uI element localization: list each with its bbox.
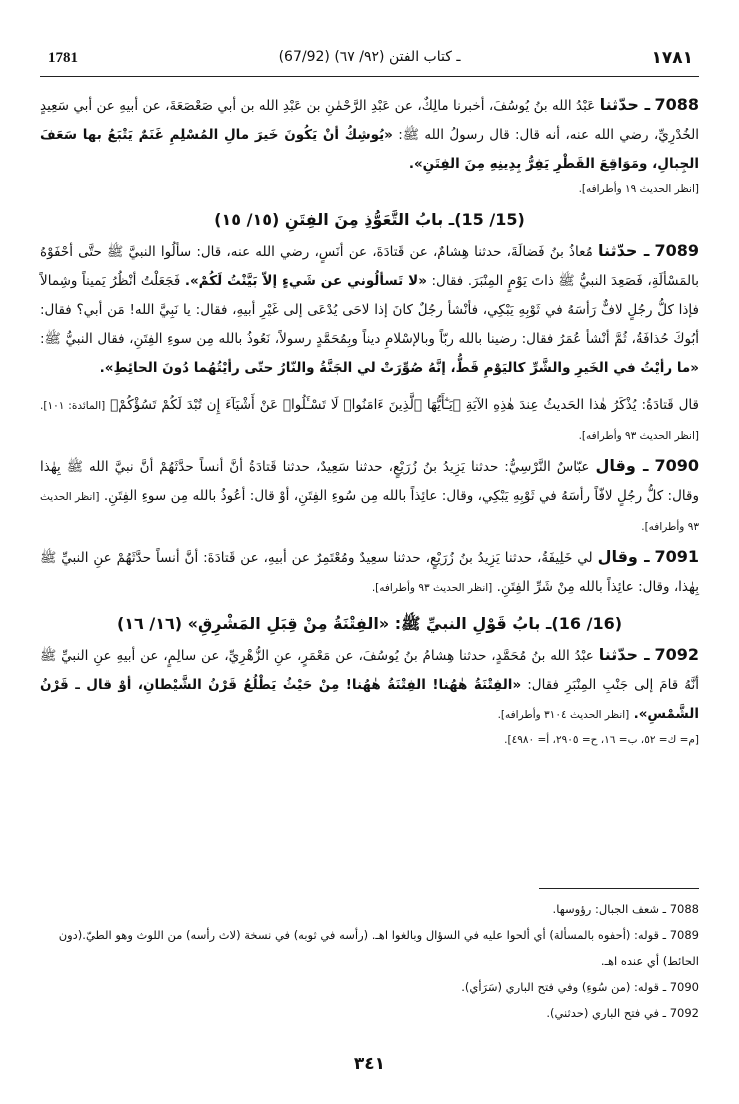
page-header bbox=[40, 44, 699, 77]
hadith-number: 7089 bbox=[654, 241, 699, 260]
hadith-narrative: فَجَعَلْتُ أنْظُرُ يَميناً وشِمالاً فإذا كلُّ رجُلٍ لافٌّ رَأسَهُ في ثَوْبِهِ يَبْكِي، فأنْشأ رجُلٌ كانَ إذا لاحَى يُدْعَى إلى غَيْرِ أبيهِ، فقال: يا نَبِيَّ الله! مَن أبي؟ فقال: أبُوكَ حُذافَةُ، ثُمَّ أنْشأ عُمَرُ فقال: رضينا بالله ربّاً وبالإسْلامِ ديناً وبِمُحَمَّدٍ رسولاً، نَعُوذُ بالله مِن سوءِ الفِتَنِ، فقال النبيُّ ﷺ: bbox=[40, 273, 699, 347]
chapter-title-15: (15/ 15)ـ بابُ التَّعَوُّذِ مِنَ الفِتَنِ (١٥/ ١٥) bbox=[214, 210, 525, 229]
hadith-body-2: «ما رأيْتُ في الخَيرِ والشَّرِّ كاليَوْمِ قَطُّ، إنَّهُ صُوِّرَتْ لي الجَنَّةُ والنّارُ حتّى رأيْتُهُما دُونَ الحائِطِ». bbox=[99, 360, 699, 376]
hadith-number: 7091 bbox=[654, 547, 699, 566]
hadith-lead: ـ وقال bbox=[597, 547, 650, 566]
footnote-7092: 7092 ـ في فتح الباري (حدثني). bbox=[546, 1006, 699, 1020]
hadith-body: «يُوشِكُ أنْ يَكُونَ خَيرَ مالِ المُسْلِمِ غَنَمٌ يَتْبَعُ بها سَعَفَ الجِبالِ، ومَوَاقِعَ القَطْرِ يَفِرُّ بِدِينِهِ مِنَ الفِتَنِ». bbox=[40, 127, 699, 172]
footnote-7090: 7090 ـ قوله: (من سُوءِ) وفي فتح الباري (سَرَأي). bbox=[461, 980, 699, 994]
hadith-7092 bbox=[40, 640, 699, 750]
hadith-lead: ـ حدّثنا bbox=[598, 645, 650, 664]
footnote-divider bbox=[539, 888, 699, 889]
hadith-chain: مُعاذُ بنُ فَضالَةَ، حدثنا هِشامٌ، عن قَتادَةَ، عن أنَسٍ، رضي الله عنه، قال: سألُوا النبيَّ ﷺ حتَّى أحْفَوْهُ بالمَسْألَةِ، فَصَعِدَ النبيُّ ﷺ ذاتَ يَوْمٍ المِنْبَرَ. فقال: bbox=[40, 244, 699, 289]
hadith-chain: عبْدُ الله بنُ مُحَمَّدٍ، حدثنا هِشامُ بنُ يُوسُفَ، عن مَعْمَرٍ، عنِ الزُّهْرِيِّ، عن سالِمٍ، عن أبيهِ عنِ النبيِّ ﷺ أنَّهُ قامَ إلى جَنْبِ المِنْبَرِ فقال: bbox=[40, 648, 700, 693]
hadith-body: «لا تَسألُوني عن شَيءٍ إلاّ بَيَّنْتُ لَكُمْ». bbox=[184, 273, 427, 289]
page-number-arabic: ١٧٨١ bbox=[651, 48, 693, 68]
hadith-reference: [انظر الحديث ٩٣ وأطرافه]. bbox=[371, 582, 493, 594]
hadith-lead: ـ حدّثنا bbox=[598, 241, 650, 260]
hadith-number: 7092 bbox=[654, 645, 700, 664]
hadith-7090 bbox=[40, 451, 699, 542]
running-title: (67/92) ـ كتاب الفتن (٩٢/ ٦٧) bbox=[278, 49, 461, 65]
hadith-chain: عَبْدُ الله بنُ يُوسُفَ، أخبرنا مالِكٌ، عن عَبْدِ الرَّحْمٰنِ بن عَبْدِ الله بن أبي صَعْصَعَةَ، عن أبيهِ عن أبي سَعِيدٍ الخُدْرِيِّ، رضي الله عنه، أنه قال: قال رسولُ الله ﷺ: bbox=[40, 98, 699, 143]
hadith-lead: ـ حدّثنا bbox=[599, 95, 651, 114]
hadith-chain: عبّاسٌ النَّرْسِيُّ: حدثنا يَزِيدُ بنُ زُرَيْعٍ، حدثنا سَعِيدٌ، حدثنا قَتادَةُ أنَّ أنساً حدَّثَهُمْ أنَّ نبيَّ الله ﷺ بِهٰذا وقال: كلُّ رجُلٍ لافّاً رأسَهُ في ثَوْبِهِ يَبْكِي، وقال: عائِذاً بالله مِن سُوءِ الفِتَنِ، أوْ قال: أعُوذُ بالله مِن سوءِ الفِتَنِ. bbox=[40, 459, 699, 504]
main-text bbox=[40, 90, 699, 750]
quote-reference: [المائدة: ١٠١]. [انظر الحديث ٩٣ وأطرافه]. bbox=[40, 400, 699, 442]
hadith-reference: [انظر الحديث ١٩ وأطرافه]. bbox=[578, 183, 699, 195]
hadith-lead: ـ وقال bbox=[595, 456, 649, 475]
footnote-7088: 7088 ـ شعف الجبال: رؤوسها. bbox=[552, 902, 699, 916]
hadith-7088 bbox=[40, 90, 699, 199]
hadith-reference: [انظر الحديث ٩٣ وأطرافه]. bbox=[40, 491, 699, 533]
footnotes bbox=[40, 896, 699, 1026]
hadith-body: «الفِتْنَةُ هٰهُنا! الفِتْنَةُ هٰهُنا! مِنْ حَيْثُ يَطْلُعُ قَرْنُ الشَّيْطانِ، أوْ قال ـ قَرْنُ الشَّمْسِ». bbox=[40, 677, 699, 722]
hadith-7091 bbox=[40, 542, 699, 603]
hadith-number: 7088 bbox=[654, 95, 699, 114]
hadith-reference: [انظر الحديث ٣١٠٤ وأطرافه]. bbox=[497, 709, 630, 721]
cross-reference: [م= ك= ٥٢، ب= ١٦، ح= ٢٩٠٥، أ= ٤٩٨٠]. bbox=[504, 734, 699, 746]
quote-text: قال قَتادَةُ: يُذْكَرُ هٰذا الحَديثُ عِندَ هٰذِهِ الآيَةِ ﴿يَـٰٓأَيُّهَا ٱلَّذِينَ ءَامَنُوا۟ لَا تَسْـَٔلُوا۟ عَنْ أَشْيَآءَ إِن تُبْدَ لَكُمْ تَسُؤْكُمْ﴾ bbox=[110, 397, 699, 413]
hadith-7089 bbox=[40, 236, 699, 383]
page-number-latin: 1781 bbox=[48, 50, 78, 66]
hadith-number: 7090 bbox=[654, 456, 699, 475]
chapter-title-16: (16/ 16)ـ بابُ قَوْلِ النبيِّ ﷺ: «الفِتْنَةُ مِنْ قِبَلِ المَشْرِقِ» (١٦/ ١٦) bbox=[116, 614, 623, 633]
footnote-7089: 7089 ـ قوله: (أحفوه بالمسألة) أي ألحوا عليه في السؤال وبالغوا اهـ. (رأسه في ثوبه) في نسخة (لاث رأسه) من اللوث وهو الطيّ.(دون الحائط) أي عنده اهـ. bbox=[58, 928, 699, 968]
page-number-bottom: ٣٤١ bbox=[353, 1054, 386, 1074]
hadith-chain: لي خَلِيفَةُ، حدثنا يَزِيدُ بنُ زُرَيْعٍ، حدثنا سعِيدٌ ومُعْتَمِرٌ عن أبيهِ، عن قَتادَةَ: أنَّ أنساً حدَّثَهُمْ عنِ النبيِّ ﷺ بِهٰذا، وقال: عائِذاً بالله مِنْ شَرِّ الفِتَنِ. bbox=[40, 550, 699, 595]
qatada-quote bbox=[40, 391, 699, 451]
